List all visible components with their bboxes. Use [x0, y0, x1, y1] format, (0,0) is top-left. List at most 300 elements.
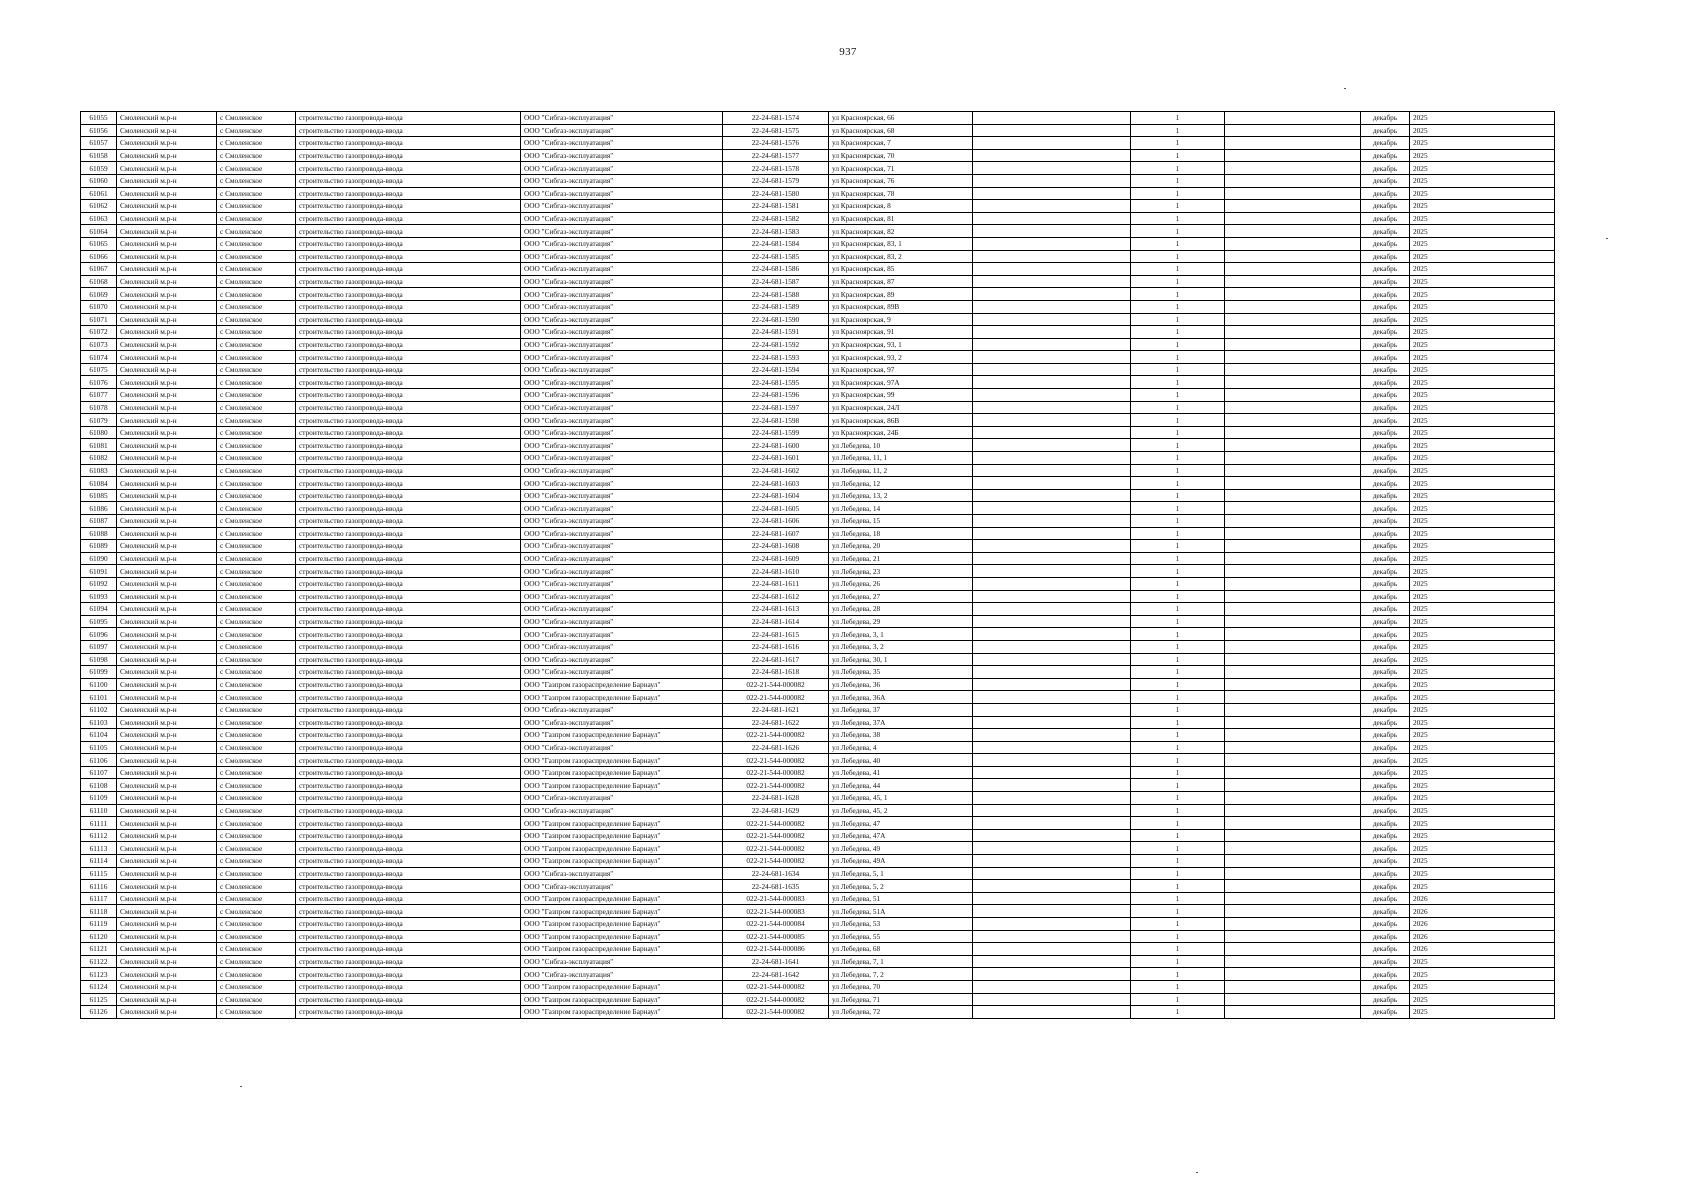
- empty-col-a-cell: [973, 389, 1131, 402]
- empty-col-a-cell: [973, 1006, 1131, 1019]
- record-number-cell: 61099: [81, 666, 117, 679]
- scan-speck: [1606, 238, 1608, 239]
- address-cell: ул Лебедева, 30, 1: [829, 653, 973, 666]
- year-cell: 2025: [1410, 313, 1555, 326]
- empty-col-a-cell: [973, 300, 1131, 313]
- empty-col-b-cell: [1225, 628, 1361, 641]
- month-cell: декабрь: [1361, 250, 1410, 263]
- month-cell: декабрь: [1361, 754, 1410, 767]
- work-type-cell: строительство газопровода-ввода: [296, 489, 521, 502]
- registry-number-cell: 022-21-544-000082: [723, 691, 829, 704]
- record-number-cell: 61119: [81, 918, 117, 931]
- settlement-cell: с Смоленское: [217, 754, 296, 767]
- empty-col-a-cell: [973, 741, 1131, 754]
- organization-cell: ООО "Сибгаз-эксплуатация": [521, 212, 723, 225]
- organization-cell: ООО "Сибгаз-эксплуатация": [521, 300, 723, 313]
- address-cell: ул Красноярская, 68: [829, 124, 973, 137]
- record-number-cell: 61066: [81, 250, 117, 263]
- record-number-cell: 61064: [81, 225, 117, 238]
- registry-number-cell: 022-21-544-000082: [723, 766, 829, 779]
- empty-col-a-cell: [973, 590, 1131, 603]
- work-type-cell: строительство газопровода-ввода: [296, 792, 521, 805]
- work-type-cell: строительство газопровода-ввода: [296, 363, 521, 376]
- organization-cell: ООО "Сибгаз-эксплуатация": [521, 326, 723, 339]
- quantity-cell: 1: [1131, 1006, 1225, 1019]
- empty-col-b-cell: [1225, 363, 1361, 376]
- registry-number-cell: 022-21-544-000086: [723, 943, 829, 956]
- table-row: [81, 389, 1555, 402]
- record-number-cell: 61063: [81, 212, 117, 225]
- month-cell: декабрь: [1361, 628, 1410, 641]
- address-cell: ул Лебедева, 71: [829, 993, 973, 1006]
- address-cell: ул Лебедева, 49А: [829, 855, 973, 868]
- work-type-cell: строительство газопровода-ввода: [296, 955, 521, 968]
- district-cell: Смоленский м.р-н: [117, 880, 217, 893]
- record-number-cell: 61062: [81, 200, 117, 213]
- organization-cell: ООО "Сибгаз-эксплуатация": [521, 540, 723, 553]
- registry-number-cell: 022-21-544-000085: [723, 930, 829, 943]
- organization-cell: ООО "Газпром газораспределение Барнаул": [521, 943, 723, 956]
- organization-cell: ООО "Сибгаз-эксплуатация": [521, 502, 723, 515]
- empty-col-b-cell: [1225, 892, 1361, 905]
- empty-col-b-cell: [1225, 477, 1361, 490]
- registry-number-cell: 22-24-681-1616: [723, 640, 829, 653]
- empty-col-b-cell: [1225, 955, 1361, 968]
- organization-cell: ООО "Сибгаз-эксплуатация": [521, 703, 723, 716]
- quantity-cell: 1: [1131, 263, 1225, 276]
- month-cell: декабрь: [1361, 376, 1410, 389]
- settlement-cell: с Смоленское: [217, 678, 296, 691]
- empty-col-b-cell: [1225, 137, 1361, 150]
- empty-col-a-cell: [973, 792, 1131, 805]
- work-type-cell: строительство газопровода-ввода: [296, 414, 521, 427]
- registry-number-cell: 22-24-681-1610: [723, 565, 829, 578]
- district-cell: Смоленский м.р-н: [117, 653, 217, 666]
- table-row: [81, 477, 1555, 490]
- settlement-cell: с Смоленское: [217, 1006, 296, 1019]
- address-cell: ул Красноярская, 83, 2: [829, 250, 973, 263]
- month-cell: декабрь: [1361, 653, 1410, 666]
- table-row: [81, 565, 1555, 578]
- month-cell: декабрь: [1361, 502, 1410, 515]
- empty-col-a-cell: [973, 565, 1131, 578]
- district-cell: Смоленский м.р-н: [117, 716, 217, 729]
- district-cell: Смоленский м.р-н: [117, 892, 217, 905]
- address-cell: ул Лебедева, 36: [829, 678, 973, 691]
- district-cell: Смоленский м.р-н: [117, 300, 217, 313]
- table-row: [81, 804, 1555, 817]
- empty-col-a-cell: [973, 540, 1131, 553]
- empty-col-b-cell: [1225, 338, 1361, 351]
- record-number-cell: 61069: [81, 288, 117, 301]
- table-row: [81, 615, 1555, 628]
- settlement-cell: с Смоленское: [217, 829, 296, 842]
- organization-cell: ООО "Газпром газораспределение Барнаул": [521, 829, 723, 842]
- organization-cell: ООО "Сибгаз-эксплуатация": [521, 149, 723, 162]
- settlement-cell: с Смоленское: [217, 817, 296, 830]
- address-cell: ул Лебедева, 55: [829, 930, 973, 943]
- year-cell: 2025: [1410, 968, 1555, 981]
- settlement-cell: с Смоленское: [217, 628, 296, 641]
- settlement-cell: с Смоленское: [217, 477, 296, 490]
- record-number-cell: 61081: [81, 439, 117, 452]
- quantity-cell: 1: [1131, 980, 1225, 993]
- settlement-cell: с Смоленское: [217, 615, 296, 628]
- work-type-cell: строительство газопровода-ввода: [296, 590, 521, 603]
- registry-number-cell: 22-24-681-1615: [723, 628, 829, 641]
- empty-col-b-cell: [1225, 250, 1361, 263]
- record-number-cell: 61096: [81, 628, 117, 641]
- organization-cell: ООО "Сибгаз-эксплуатация": [521, 237, 723, 250]
- record-number-cell: 61073: [81, 338, 117, 351]
- record-number-cell: 61102: [81, 703, 117, 716]
- record-number-cell: 61084: [81, 477, 117, 490]
- work-type-cell: строительство газопровода-ввода: [296, 829, 521, 842]
- quantity-cell: 1: [1131, 149, 1225, 162]
- settlement-cell: с Смоленское: [217, 943, 296, 956]
- table-row: [81, 703, 1555, 716]
- address-cell: ул Красноярская, 81: [829, 212, 973, 225]
- registry-number-cell: 22-24-681-1613: [723, 603, 829, 616]
- settlement-cell: с Смоленское: [217, 174, 296, 187]
- district-cell: Смоленский м.р-н: [117, 729, 217, 742]
- empty-col-b-cell: [1225, 968, 1361, 981]
- month-cell: декабрь: [1361, 112, 1410, 125]
- record-number-cell: 61077: [81, 389, 117, 402]
- quantity-cell: 1: [1131, 326, 1225, 339]
- empty-col-b-cell: [1225, 867, 1361, 880]
- organization-cell: ООО "Сибгаз-эксплуатация": [521, 414, 723, 427]
- settlement-cell: с Смоленское: [217, 855, 296, 868]
- empty-col-b-cell: [1225, 552, 1361, 565]
- table-row: [81, 943, 1555, 956]
- empty-col-a-cell: [973, 640, 1131, 653]
- work-type-cell: строительство газопровода-ввода: [296, 212, 521, 225]
- address-cell: ул Лебедева, 28: [829, 603, 973, 616]
- work-type-cell: строительство газопровода-ввода: [296, 880, 521, 893]
- quantity-cell: 1: [1131, 955, 1225, 968]
- year-cell: 2025: [1410, 502, 1555, 515]
- registry-number-cell: 22-24-681-1606: [723, 515, 829, 528]
- organization-cell: ООО "Сибгаз-эксплуатация": [521, 401, 723, 414]
- table-row: [81, 653, 1555, 666]
- organization-cell: ООО "Газпром газораспределение Барнаул": [521, 842, 723, 855]
- registry-number-cell: 22-24-681-1595: [723, 376, 829, 389]
- quantity-cell: 1: [1131, 313, 1225, 326]
- record-number-cell: 61104: [81, 729, 117, 742]
- month-cell: декабрь: [1361, 489, 1410, 502]
- year-cell: 2025: [1410, 250, 1555, 263]
- address-cell: ул Лебедева, 5, 1: [829, 867, 973, 880]
- work-type-cell: строительство газопровода-ввода: [296, 426, 521, 439]
- settlement-cell: с Смоленское: [217, 653, 296, 666]
- settlement-cell: с Смоленское: [217, 766, 296, 779]
- work-type-cell: строительство газопровода-ввода: [296, 1006, 521, 1019]
- registry-number-cell: 022-21-544-000082: [723, 754, 829, 767]
- month-cell: декабрь: [1361, 565, 1410, 578]
- settlement-cell: с Смоленское: [217, 741, 296, 754]
- empty-col-a-cell: [973, 993, 1131, 1006]
- quantity-cell: 1: [1131, 137, 1225, 150]
- work-type-cell: строительство газопровода-ввода: [296, 628, 521, 641]
- empty-col-b-cell: [1225, 527, 1361, 540]
- work-type-cell: строительство газопровода-ввода: [296, 779, 521, 792]
- table-row: [81, 779, 1555, 792]
- registry-number-cell: 22-24-681-1600: [723, 439, 829, 452]
- record-number-cell: 61114: [81, 855, 117, 868]
- quantity-cell: 1: [1131, 754, 1225, 767]
- year-cell: 2025: [1410, 980, 1555, 993]
- address-cell: ул Красноярская, 85: [829, 263, 973, 276]
- settlement-cell: с Смоленское: [217, 137, 296, 150]
- organization-cell: ООО "Сибгаз-эксплуатация": [521, 225, 723, 238]
- record-number-cell: 61091: [81, 565, 117, 578]
- quantity-cell: 1: [1131, 666, 1225, 679]
- empty-col-a-cell: [973, 489, 1131, 502]
- year-cell: 2025: [1410, 464, 1555, 477]
- empty-col-a-cell: [973, 174, 1131, 187]
- table-row: [81, 792, 1555, 805]
- record-number-cell: 61080: [81, 426, 117, 439]
- record-number-cell: 61065: [81, 237, 117, 250]
- empty-col-a-cell: [973, 124, 1131, 137]
- settlement-cell: с Смоленское: [217, 527, 296, 540]
- empty-col-b-cell: [1225, 187, 1361, 200]
- month-cell: декабрь: [1361, 351, 1410, 364]
- record-number-cell: 61058: [81, 149, 117, 162]
- month-cell: декабрь: [1361, 162, 1410, 175]
- year-cell: 2025: [1410, 540, 1555, 553]
- registry-number-cell: 22-24-681-1629: [723, 804, 829, 817]
- year-cell: 2025: [1410, 351, 1555, 364]
- organization-cell: ООО "Сибгаз-эксплуатация": [521, 716, 723, 729]
- settlement-cell: с Смоленское: [217, 515, 296, 528]
- quantity-cell: 1: [1131, 628, 1225, 641]
- empty-col-b-cell: [1225, 804, 1361, 817]
- record-number-cell: 61116: [81, 880, 117, 893]
- empty-col-b-cell: [1225, 162, 1361, 175]
- settlement-cell: с Смоленское: [217, 779, 296, 792]
- empty-col-b-cell: [1225, 540, 1361, 553]
- quantity-cell: 1: [1131, 300, 1225, 313]
- work-type-cell: строительство газопровода-ввода: [296, 187, 521, 200]
- district-cell: Смоленский м.р-н: [117, 137, 217, 150]
- settlement-cell: с Смоленское: [217, 603, 296, 616]
- year-cell: 2025: [1410, 603, 1555, 616]
- empty-col-a-cell: [973, 829, 1131, 842]
- district-cell: Смоленский м.р-н: [117, 640, 217, 653]
- record-number-cell: 61061: [81, 187, 117, 200]
- table-row: [81, 200, 1555, 213]
- year-cell: 2025: [1410, 779, 1555, 792]
- registry-number-cell: 22-24-681-1609: [723, 552, 829, 565]
- organization-cell: ООО "Газпром газораспределение Барнаул": [521, 993, 723, 1006]
- record-number-cell: 61075: [81, 363, 117, 376]
- table-row: [81, 124, 1555, 137]
- month-cell: декабрь: [1361, 313, 1410, 326]
- district-cell: Смоленский м.р-н: [117, 464, 217, 477]
- district-cell: Смоленский м.р-н: [117, 351, 217, 364]
- month-cell: декабрь: [1361, 955, 1410, 968]
- table-row: [81, 162, 1555, 175]
- organization-cell: ООО "Сибгаз-эксплуатация": [521, 666, 723, 679]
- record-number-cell: 61115: [81, 867, 117, 880]
- district-cell: Смоленский м.р-н: [117, 225, 217, 238]
- work-type-cell: строительство газопровода-ввода: [296, 527, 521, 540]
- registry-number-cell: 22-24-681-1635: [723, 880, 829, 893]
- district-cell: Смоленский м.р-н: [117, 489, 217, 502]
- organization-cell: ООО "Газпром газораспределение Барнаул": [521, 918, 723, 931]
- year-cell: 2025: [1410, 766, 1555, 779]
- settlement-cell: с Смоленское: [217, 300, 296, 313]
- year-cell: 2026: [1410, 892, 1555, 905]
- organization-cell: ООО "Сибгаз-эксплуатация": [521, 880, 723, 893]
- quantity-cell: 1: [1131, 829, 1225, 842]
- table-row: [81, 149, 1555, 162]
- record-number-cell: 61092: [81, 577, 117, 590]
- record-number-cell: 61108: [81, 779, 117, 792]
- district-cell: Смоленский м.р-н: [117, 980, 217, 993]
- address-cell: ул Лебедева, 10: [829, 439, 973, 452]
- empty-col-b-cell: [1225, 666, 1361, 679]
- quantity-cell: 1: [1131, 930, 1225, 943]
- registry-number-cell: 22-24-681-1601: [723, 452, 829, 465]
- district-cell: Смоленский м.р-н: [117, 968, 217, 981]
- quantity-cell: 1: [1131, 577, 1225, 590]
- address-cell: ул Красноярская, 70: [829, 149, 973, 162]
- quantity-cell: 1: [1131, 968, 1225, 981]
- empty-col-b-cell: [1225, 653, 1361, 666]
- record-number-cell: 61105: [81, 741, 117, 754]
- registry-number-cell: 22-24-681-1608: [723, 540, 829, 553]
- quantity-cell: 1: [1131, 842, 1225, 855]
- table-row: [81, 414, 1555, 427]
- organization-cell: ООО "Сибгаз-эксплуатация": [521, 187, 723, 200]
- record-number-cell: 61110: [81, 804, 117, 817]
- organization-cell: ООО "Сибгаз-эксплуатация": [521, 640, 723, 653]
- work-type-cell: строительство газопровода-ввода: [296, 729, 521, 742]
- month-cell: декабрь: [1361, 527, 1410, 540]
- registry-number-cell: 22-24-681-1621: [723, 703, 829, 716]
- organization-cell: ООО "Газпром газораспределение Барнаул": [521, 729, 723, 742]
- work-type-cell: строительство газопровода-ввода: [296, 200, 521, 213]
- record-number-cell: 61112: [81, 829, 117, 842]
- quantity-cell: 1: [1131, 237, 1225, 250]
- district-cell: Смоленский м.р-н: [117, 741, 217, 754]
- quantity-cell: 1: [1131, 590, 1225, 603]
- year-cell: 2025: [1410, 829, 1555, 842]
- table-row: [81, 603, 1555, 616]
- empty-col-a-cell: [973, 363, 1131, 376]
- year-cell: 2026: [1410, 943, 1555, 956]
- empty-col-b-cell: [1225, 489, 1361, 502]
- empty-col-a-cell: [973, 905, 1131, 918]
- empty-col-a-cell: [973, 918, 1131, 931]
- quantity-cell: 1: [1131, 552, 1225, 565]
- empty-col-b-cell: [1225, 565, 1361, 578]
- empty-col-a-cell: [973, 842, 1131, 855]
- empty-col-a-cell: [973, 678, 1131, 691]
- work-type-cell: строительство газопровода-ввода: [296, 288, 521, 301]
- organization-cell: ООО "Газпром газораспределение Барнаул": [521, 855, 723, 868]
- district-cell: Смоленский м.р-н: [117, 918, 217, 931]
- empty-col-b-cell: [1225, 212, 1361, 225]
- work-type-cell: строительство газопровода-ввода: [296, 703, 521, 716]
- quantity-cell: 1: [1131, 187, 1225, 200]
- work-type-cell: строительство газопровода-ввода: [296, 112, 521, 125]
- table-row: [81, 855, 1555, 868]
- work-type-cell: строительство газопровода-ввода: [296, 615, 521, 628]
- quantity-cell: 1: [1131, 225, 1225, 238]
- district-cell: Смоленский м.р-н: [117, 275, 217, 288]
- empty-col-b-cell: [1225, 754, 1361, 767]
- page-number: 937: [839, 46, 857, 58]
- empty-col-a-cell: [973, 414, 1131, 427]
- work-type-cell: строительство газопровода-ввода: [296, 867, 521, 880]
- month-cell: декабрь: [1361, 918, 1410, 931]
- quantity-cell: 1: [1131, 678, 1225, 691]
- empty-col-b-cell: [1225, 225, 1361, 238]
- record-number-cell: 61124: [81, 980, 117, 993]
- organization-cell: ООО "Сибгаз-эксплуатация": [521, 477, 723, 490]
- organization-cell: ООО "Сибгаз-эксплуатация": [521, 275, 723, 288]
- month-cell: декабрь: [1361, 577, 1410, 590]
- organization-cell: ООО "Сибгаз-эксплуатация": [521, 628, 723, 641]
- registry-number-cell: 22-24-681-1574: [723, 112, 829, 125]
- empty-col-b-cell: [1225, 590, 1361, 603]
- district-cell: Смоленский м.р-н: [117, 817, 217, 830]
- quantity-cell: 1: [1131, 212, 1225, 225]
- table-row: [81, 628, 1555, 641]
- work-type-cell: строительство газопровода-ввода: [296, 691, 521, 704]
- record-number-cell: 61117: [81, 892, 117, 905]
- empty-col-a-cell: [973, 376, 1131, 389]
- work-type-cell: строительство газопровода-ввода: [296, 137, 521, 150]
- table-row: [81, 300, 1555, 313]
- scan-speck: [1196, 1172, 1198, 1173]
- table-row: [81, 930, 1555, 943]
- settlement-cell: с Смоленское: [217, 640, 296, 653]
- month-cell: декабрь: [1361, 552, 1410, 565]
- empty-col-a-cell: [973, 477, 1131, 490]
- work-type-cell: строительство газопровода-ввода: [296, 376, 521, 389]
- address-cell: ул Лебедева, 72: [829, 1006, 973, 1019]
- month-cell: декабрь: [1361, 326, 1410, 339]
- organization-cell: ООО "Сибгаз-эксплуатация": [521, 489, 723, 502]
- organization-cell: ООО "Сибгаз-эксплуатация": [521, 288, 723, 301]
- quantity-cell: 1: [1131, 766, 1225, 779]
- record-number-cell: 61067: [81, 263, 117, 276]
- district-cell: Смоленский м.р-н: [117, 590, 217, 603]
- empty-col-a-cell: [973, 955, 1131, 968]
- work-type-cell: строительство газопровода-ввода: [296, 263, 521, 276]
- district-cell: Смоленский м.р-н: [117, 540, 217, 553]
- registry-number-cell: 022-21-544-000083: [723, 892, 829, 905]
- year-cell: 2025: [1410, 729, 1555, 742]
- work-type-cell: строительство газопровода-ввода: [296, 817, 521, 830]
- organization-cell: ООО "Сибгаз-эксплуатация": [521, 250, 723, 263]
- empty-col-a-cell: [973, 187, 1131, 200]
- registry-number-cell: 22-24-681-1576: [723, 137, 829, 150]
- table-row: [81, 666, 1555, 679]
- district-cell: Смоленский м.р-н: [117, 326, 217, 339]
- registry-number-cell: 22-24-681-1580: [723, 187, 829, 200]
- year-cell: 2025: [1410, 703, 1555, 716]
- record-number-cell: 61078: [81, 401, 117, 414]
- settlement-cell: с Смоленское: [217, 880, 296, 893]
- empty-col-a-cell: [973, 452, 1131, 465]
- empty-col-a-cell: [973, 225, 1131, 238]
